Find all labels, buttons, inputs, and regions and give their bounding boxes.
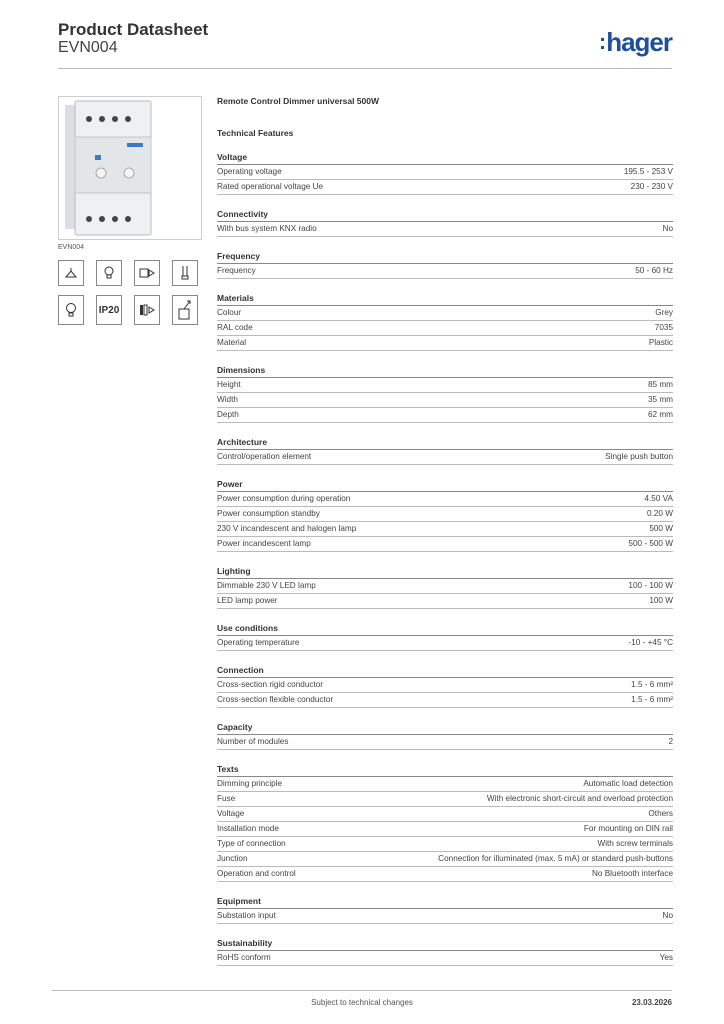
spec-section <box>217 720 673 750</box>
spec-section <box>217 291 673 351</box>
logo-dots-icon: : <box>598 29 606 54</box>
section-title: Equipment <box>217 894 673 909</box>
spec-row <box>217 264 673 279</box>
spec-section <box>217 435 673 465</box>
spec-row <box>217 408 673 423</box>
spec-label: LED lamp power <box>217 596 278 605</box>
spec-value: -10 - +45 °C <box>628 638 673 647</box>
spec-row <box>217 594 673 609</box>
section-title: Sustainability <box>217 936 673 951</box>
spec-value: For mounting on DIN rail <box>583 824 673 833</box>
spec-label: Substation input <box>217 911 276 920</box>
spec-row <box>217 867 673 882</box>
spec-row <box>217 792 673 807</box>
spec-value: 62 mm <box>647 410 673 419</box>
spec-label: Number of modules <box>217 737 289 746</box>
section-title: Connectivity <box>217 207 673 222</box>
spec-value: 500 - 500 W <box>628 539 673 548</box>
spec-value: 1.5 - 6 mm² <box>631 695 673 704</box>
spec-value: Grey <box>655 308 673 317</box>
spec-value: 0.20 W <box>647 509 673 518</box>
footer-date: 23.03.2026 <box>631 998 672 1007</box>
spec-section <box>217 249 673 279</box>
spec-label: Depth <box>217 410 239 419</box>
spec-label: Dimming principle <box>217 779 283 788</box>
spec-value: 7035 <box>654 323 673 332</box>
spec-row <box>217 306 673 321</box>
section-title: Connection <box>217 663 673 678</box>
spec-section <box>217 663 673 708</box>
spec-value: 100 - 100 W <box>628 581 673 590</box>
spec-row <box>217 492 673 507</box>
spec-value: Plastic <box>648 338 673 347</box>
spec-value: Connection for illuminated (max. 5 mA) or standard push-buttons <box>438 854 673 863</box>
fluorescent-tube-icon <box>172 260 198 286</box>
spec-label: Width <box>217 395 238 404</box>
section-title: Texts <box>217 762 673 777</box>
spec-value: 85 mm <box>647 380 673 389</box>
spec-label: RAL code <box>217 323 253 332</box>
section-title: Power <box>217 477 673 492</box>
spec-value: Automatic load detection <box>583 779 673 788</box>
spec-section <box>217 207 673 237</box>
product-name: Remote Control Dimmer universal 500W <box>217 96 380 106</box>
spec-label: Power incandescent lamp <box>217 539 311 548</box>
spec-value: With screw terminals <box>597 839 673 848</box>
spec-row <box>217 165 673 180</box>
spec-row <box>217 822 673 837</box>
spec-value: 1.5 - 6 mm² <box>631 680 673 689</box>
ceiling-lamp-icon <box>58 260 84 286</box>
technical-features <box>217 96 673 966</box>
spec-label: Fuse <box>217 794 236 803</box>
spec-row <box>217 735 673 750</box>
spec-value: Others <box>648 809 673 818</box>
spec-label: 230 V incandescent and halogen lamp <box>217 524 357 533</box>
spec-section <box>217 894 673 924</box>
section-title: Capacity <box>217 720 673 735</box>
product-image <box>58 96 202 240</box>
spec-section <box>217 363 673 423</box>
spec-value: 4.50 VA <box>644 494 673 503</box>
features-heading: Technical Features <box>217 128 294 138</box>
transformer-icon <box>134 260 160 286</box>
led-bulb-icon <box>58 295 84 325</box>
spec-label: Operating temperature <box>217 638 300 647</box>
spec-row <box>217 693 673 708</box>
spec-section <box>217 564 673 609</box>
section-title: Frequency <box>217 249 673 264</box>
spec-label: Height <box>217 380 241 389</box>
spec-row <box>217 678 673 693</box>
spec-label: Type of connection <box>217 839 286 848</box>
section-title: Architecture <box>217 435 673 450</box>
spec-value: No <box>662 911 673 920</box>
spec-row <box>217 951 673 966</box>
page-title: Product Datasheet <box>58 20 209 39</box>
feature-sections <box>217 150 673 966</box>
spec-value: No Bluetooth interface <box>591 869 673 878</box>
brand-name: hager <box>606 27 672 57</box>
spec-label: Colour <box>217 308 242 317</box>
spec-row <box>217 579 673 594</box>
spec-row <box>217 321 673 336</box>
spec-section <box>217 621 673 651</box>
section-title: Materials <box>217 291 673 306</box>
spec-row <box>217 522 673 537</box>
spec-row <box>217 537 673 552</box>
push-button-icon <box>172 295 198 325</box>
spec-label: With bus system KNX radio <box>217 224 317 233</box>
spec-row <box>217 393 673 408</box>
header-divider <box>58 68 672 69</box>
spec-value: 100 W <box>649 596 673 605</box>
spec-section <box>217 150 673 195</box>
spec-label: Installation mode <box>217 824 279 833</box>
spec-label: Voltage <box>217 809 245 818</box>
spec-row <box>217 837 673 852</box>
footer-note: Subject to technical changes <box>311 998 413 1007</box>
spec-label: RoHS conform <box>217 953 271 962</box>
spec-row <box>217 180 673 195</box>
icon-grid <box>58 260 202 325</box>
spec-row <box>217 909 673 924</box>
brand-logo <box>599 27 672 58</box>
spec-value: 500 W <box>649 524 673 533</box>
spec-value: 35 mm <box>647 395 673 404</box>
spec-row <box>217 336 673 351</box>
spec-value: With electronic short-circuit and overload protection <box>486 794 673 803</box>
spec-value: Single push button <box>605 452 673 461</box>
spec-label: Operating voltage <box>217 167 282 176</box>
section-title: Dimensions <box>217 363 673 378</box>
halogen-bulb-icon <box>96 260 122 286</box>
spec-row <box>217 222 673 237</box>
spec-row <box>217 636 673 651</box>
spec-label: Control/operation element <box>217 452 312 461</box>
spec-label: Rated operational voltage Ue <box>217 182 324 191</box>
image-caption: EVN004 <box>58 244 85 251</box>
spec-value: 230 - 230 V <box>630 182 673 191</box>
spec-value: 2 <box>668 737 673 746</box>
spec-row <box>217 777 673 792</box>
ip20-icon: IP20 <box>96 295 122 325</box>
spec-label: Cross-section flexible conductor <box>217 695 334 704</box>
spec-label: Power consumption standby <box>217 509 320 518</box>
spec-row <box>217 507 673 522</box>
spec-row <box>217 378 673 393</box>
spec-section <box>217 936 673 966</box>
spec-section <box>217 477 673 552</box>
spec-label: Junction <box>217 854 248 863</box>
spec-label: Dimmable 230 V LED lamp <box>217 581 316 590</box>
spec-label: Cross-section rigid conductor <box>217 680 324 689</box>
spec-row <box>217 807 673 822</box>
footer-divider <box>52 990 672 991</box>
section-title: Use conditions <box>217 621 673 636</box>
spec-value: 195.5 - 253 V <box>623 167 673 176</box>
spec-value: Yes <box>659 953 673 962</box>
section-title: Lighting <box>217 564 673 579</box>
spec-label: Operation and control <box>217 869 296 878</box>
dimmer-device-icon <box>59 97 201 239</box>
electronic-transformer-icon <box>134 295 160 325</box>
spec-label: Power consumption during operation <box>217 494 351 503</box>
spec-value: No <box>662 224 673 233</box>
product-code: EVN004 <box>58 39 118 56</box>
spec-label: Material <box>217 338 247 347</box>
spec-row <box>217 450 673 465</box>
section-title: Voltage <box>217 150 673 165</box>
spec-label: Frequency <box>217 266 256 275</box>
spec-value: 50 - 60 Hz <box>635 266 673 275</box>
spec-row <box>217 852 673 867</box>
spec-section <box>217 762 673 882</box>
